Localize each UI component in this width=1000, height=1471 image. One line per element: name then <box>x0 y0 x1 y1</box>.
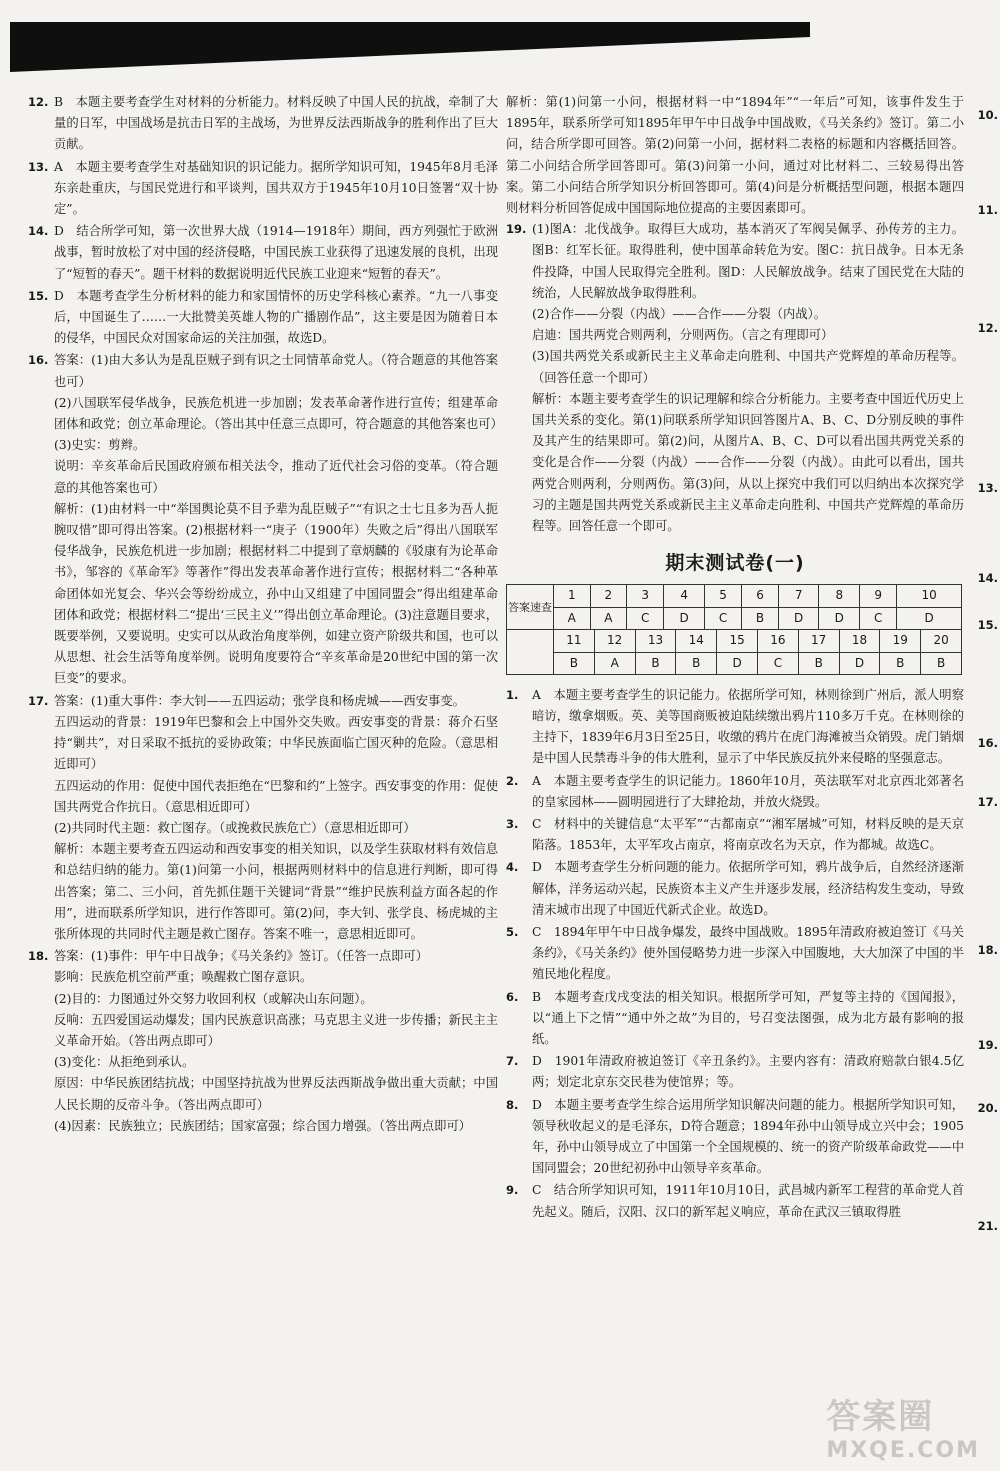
question-number: 5. <box>506 925 519 940</box>
answer-text: (4)因素：民族独立；民族团结；国家富强；综合国力增强。（答出两点即可） <box>54 1118 472 1133</box>
answer-item <box>506 1180 964 1222</box>
header-black-band <box>10 22 810 72</box>
table-head-label: 答案速查 <box>507 585 554 629</box>
table-question-number: 17 <box>798 630 839 652</box>
answer-text: 原因：中华民族团结抗战；中国坚持抗战为世界反法西斯战争做出重大贡献；中国人民长期的反帝斗争。（答出两点即可） <box>54 1076 498 1112</box>
answer-item <box>506 814 964 856</box>
answer-text: A 本题主要考查学生对基础知识的识记能力。据所学知识可知，1945年8月毛泽东亲赴重庆，与国民党进行和平谈判，国共双方于1945年10月10日签署“双十协定”。 <box>54 159 498 217</box>
table-question-number: 2 <box>590 585 627 607</box>
answer-text: (2)目的：力图通过外交努力收回利权（或解决山东问题）。 <box>54 991 373 1006</box>
answer-text: A 本题主要考查学生的识记能力。依据所学可知，林则徐到广州后，派人明察暗访，缴拿烟贩。英、美等国商贩被迫陆续缴出鸦片110多万千克。在林则徐的主持下，1839年6月3日至25日，收缴的鸦片在虎门海滩被当众销毁。虎门销烟是中国人民禁毒斗争的伟大胜利，显示了中华民族反抗外来侵略的坚强意志。 <box>532 687 964 766</box>
right-bottom-items <box>506 685 964 1223</box>
table-question-number: 15 <box>717 630 758 652</box>
answer-text: (1)图A：北伐战争。取得巨大成功，基本消灭了军阀吴佩孚、孙传芳的主力。图B：红军长征。取得胜利，使中国革命转危为安。图C：抗日战争。日本无条件投降，中国人民取得完全胜利。图D：人民解放战争。结束了国民党在大陆的统治，人民解放战争取得胜利。 <box>532 222 964 300</box>
answer-text: 影响：民族危机空前严重；唤醒救亡图存意识。 <box>54 970 313 985</box>
answer-text: (3)国共两党关系或新民主主义革命走向胜利、中国共产党辉煌的革命历程等。（回答任意一个即可） <box>532 349 964 385</box>
answer-text: B 本题主要考查学生对材料的分析能力。材料反映了中国人民的抗战，牵制了大量的日军，中国战场是抗击日军的主战场，为世界反法西斯战争的胜利作出了巨大贡献。 <box>54 95 498 152</box>
table-answer-letter: C <box>860 607 897 629</box>
table-answer-letter: B <box>921 652 962 674</box>
answer-text: D 1901年清政府被迫签订《辛丑条约》。主要内容有：清政府赔款白银4.5亿两；划定北京东交民巷为使馆界；等。 <box>532 1054 964 1090</box>
question-number: 1. <box>506 687 519 702</box>
answer-text: D 本题考查学生分析材料的能力和家国情怀的历史学科核心素养。“九一八事变后，中国诞生了……一大批赞美英雄人物的广播剧作品”，这主要是因为随着日本的侵华，中国民众对国家命运的关注加强，故选D。 <box>54 288 498 346</box>
question-number: 4. <box>506 860 519 875</box>
answer-item <box>506 771 964 813</box>
question-number: 19. <box>506 222 527 237</box>
answer-text: 五四运动的作用：促使中国代表拒绝在“巴黎和约”上签字。西安事变的作用：促使国共两党合作抗日。（意思相近即可） <box>54 778 498 814</box>
answer-text: (2)八国联军侵华战争，民族危机进一步加剧；发表革命著作进行宣传；组建革命团体和政党；创立革命理论。（答出其中任意三点即可，符合题意的其他答案也可） <box>54 395 503 432</box>
answer-item <box>28 946 498 1137</box>
table-answer-letter: D <box>819 607 860 629</box>
table-answer-letter: D <box>839 652 880 674</box>
table-answer-letter: B <box>798 652 839 674</box>
answer-item <box>506 922 964 986</box>
table-question-number: 12 <box>594 630 635 652</box>
table-question-number: 16 <box>757 630 798 652</box>
answer-text: C 材料中的关键信息“太平军”“古都南京”“湘军屠城”可知，材料反映的是天京陷落。1853年，太平军攻占南京，将南京改名为天京，作为都城。故选C。 <box>532 817 964 853</box>
table-answer-letter: A <box>590 607 627 629</box>
answer-item <box>28 691 498 945</box>
answer-text: A 本题主要考查学生的识记能力。1860年10月，英法联军对北京西北郊著名的皇家园林——圆明园进行了大肆抢劫，并放火烧毁。 <box>532 773 964 809</box>
answer-item <box>28 157 498 221</box>
answer-text: 解析：本题主要考查学生的识记理解和综合分析能力。主要考查中国近代历史上国共关系的变化。第(1)问联系所学知识回答图片A、B、C、D分别反映的事件及其产生的结果即可。第(2)问，从图片A、B、C、D可以看出国共两党关系的变化是合作——分裂（内战）——合作——分裂（内战）。由此可以看出，国共两党合则两利，分则两伤。第(3)问，从以上探究中我们可以归纳出本次探究学习的主题是国共两党关系或新民主主义革命走向胜利、中国共产党辉煌的革命历程等。回答任意一个即可。 <box>532 391 964 534</box>
table-question-number: 1 <box>554 585 591 607</box>
question-number: 3. <box>506 817 519 831</box>
answer-text: 说明：辛亥革命后民国政府颁布相关法令，推动了近代社会习俗的变革。（符合题意的其他答案也可） <box>54 459 498 495</box>
table-answer-letter: B <box>635 652 676 674</box>
question-number: 9. <box>506 1183 519 1198</box>
answer-text: 反响：五四爱国运动爆发；国内民族意识高涨；马克思主义进一步传播；新民主主义革命开始。（答出两点即可） <box>54 1012 498 1048</box>
answer-item <box>506 685 964 770</box>
margin-question-number: 12. <box>977 321 998 335</box>
table-question-number: 9 <box>860 585 897 607</box>
right-top-items <box>506 92 964 537</box>
answer-text: 答案：(1)由大多认为是乱臣贼子到有识之士同情革命党人。（符合题意的其他答案也可） <box>54 353 498 389</box>
answer-item <box>28 286 498 350</box>
table-question-number: 10 <box>897 585 962 607</box>
table-answer-letter: A <box>554 607 591 629</box>
table-question-number: 5 <box>704 585 741 607</box>
answer-text: 解析：第(1)问第一小问，根据材料一中“1894年”“一年后”可知，该事件发生于1895年，联系所学可知1895年甲午中日战争中国战败，《马关条约》签订。第二小问，结合所学即可回答。第(2)问第一小问，据材料二表格的标题和内容概括回答。第二小问结合所学回答即可。第(3)问第一小问，通过对比材料二、三较易得出答案。第二小问结合所学知识分析回答即可。第(4)问是分析概括型问题，根据本题四则材料分析回答促成中国国际地位提高的主要因素即可。 <box>506 95 964 216</box>
table-question-number: 6 <box>742 585 779 607</box>
answer-text: D 本题主要考查学生综合运用所学知识解决问题的能力。根据所学知识可知，领导秋收起义的是毛泽东，D符合题意；1894年孙中山领导成立兴中会；1905年，孙中山领导成立了中国第一个全国规模的、统一的资产阶级革命政党——中国同盟会；20世纪初孙中山领导辛亥革命。 <box>532 1097 964 1176</box>
answer-text: 解析：(1)由材料一中“举国舆论莫不目予辈为乱臣贼子”“有识之士七且多为吾人扼腕叹惜”即可得出答案。(2)根据材料一“庚子（1900年）失败之后”得出八国联军侵华战争，民族危机进一步加剧；根据材料二中提到了章炳麟的《驳康有为论革命书》，邹容的《革命军》等著作”得出发表革命著作进行宣传；根据材料二“各种革命团体如光复会、华兴会等纷纷成立，孙中山又组建了中国同盟会”得出组建革命团体和政党；根据材料二“提出‘三民主义’”得出创立革命理论。(3)注意题目要求，既要举例，又要说明。史实可以从政治角度举例，如建立资产阶级共和国，也可以从思想、社会生活等角度举例。说明角度要符合“辛亥革命是20世纪中国的第一次巨变”的要求。 <box>54 501 498 686</box>
answer-item <box>506 1051 964 1093</box>
answer-item <box>506 857 964 921</box>
answer-text: D 结合所学可知，第一次世界大战（1914—1918年）期间，西方列强忙于欧洲战事，暂时放松了对中国的经济侵略，中国民族工业获得了迅速发展的良机，出现了“短暂的春天”。题干材料的数据说明近代民族工业迎来“短暂的春天”。 <box>54 224 498 281</box>
table-question-number: 20 <box>921 630 962 652</box>
answer-item <box>28 221 498 285</box>
question-number: 18. <box>28 949 49 964</box>
answer-text: (2)共同时代主题：救亡图存。（或挽救民族危亡）（意思相近即可） <box>54 820 416 835</box>
question-number: 14. <box>28 224 49 239</box>
answer-item <box>28 350 503 689</box>
margin-question-number: 13. <box>977 481 998 495</box>
table-answer-letter: D <box>778 607 819 629</box>
table-answer-letter: B <box>554 652 595 674</box>
table-answer-letter: B <box>676 652 717 674</box>
watermark-sub: MXQE.COM <box>826 1438 980 1463</box>
question-number: 16. <box>28 353 49 368</box>
question-number: 7. <box>506 1054 519 1069</box>
table-answer-letter: D <box>717 652 758 674</box>
answer-quick-check-table-2 <box>506 630 962 675</box>
answer-text: 解析：本题主要考查五四运动和西安事变的相关知识，以及学生获取材料有效信息和总结归纳的能力。第(1)问第一小问，根据两则材料中的信息进行判断，即可得出答案；第二、三小问，首先抓住题干关键词“背景”“维护民族利益方面各起的作用”，进而联系所学知识，进行作答即可。第(2)问，李大钊、张学良、杨虎城的主张所体现的共同时代主题是救亡图存。答案不唯一，意思相近即可。 <box>54 842 498 941</box>
answer-quick-check-table <box>506 584 962 629</box>
answer-item <box>506 219 964 537</box>
margin-question-number: 11. <box>977 203 998 217</box>
question-number: 6. <box>506 989 519 1004</box>
answer-text: (3)史实：剪辫。 <box>54 438 146 453</box>
answer-text: C 结合所学知识可知，1911年10月10日，武昌城内新军工程营的革命党人首先起义。随后，汉阳、汉口的新军起义响应，革命在武汉三镇取得胜 <box>532 1183 964 1219</box>
answer-item <box>506 1095 964 1180</box>
answer-item <box>506 987 964 1051</box>
right-column <box>506 92 964 1224</box>
margin-question-number: 16. <box>977 736 998 750</box>
table-question-number: 11 <box>554 630 595 652</box>
table-answer-letter: D <box>897 607 962 629</box>
watermark-logo <box>826 1389 980 1463</box>
table-question-number: 13 <box>635 630 676 652</box>
answer-text: B 本题考查戊戌变法的相关知识。根据所学可知，严复等主持的《国闻报》，以“通上下之情”“通中外之故”为目的，号召变法图强，成为北方最有影响的报纸。 <box>532 989 964 1047</box>
answer-text: 启迪：国共两党合则两利，分则两伤。（言之有理即可） <box>532 328 834 343</box>
answer-item <box>28 92 498 156</box>
table-question-number: 19 <box>880 630 921 652</box>
answer-text: C 1894年甲午中日战争爆发，最终中国战败。1895年清政府被迫签订《马关条约》，《马关条约》使外国侵略势力进一步深入中国腹地，大大加深了中国的半殖民地化程度。 <box>532 925 964 982</box>
question-number: 12. <box>28 95 49 109</box>
table-question-number: 18 <box>839 630 880 652</box>
margin-question-number: 18. <box>977 943 998 957</box>
table-question-number: 4 <box>664 585 705 607</box>
answer-item <box>506 92 964 219</box>
table-head-cont <box>507 630 554 674</box>
question-number: 8. <box>506 1097 519 1112</box>
table-answer-letter: C <box>757 652 798 674</box>
answer-text: D 本题考查学生分析问题的能力。依据所学可知，鸦片战争后，自然经济逐渐解体，洋务运动兴起，民族资本主义产生并逐步发展，经济结构发生变动，导致清末城市出现了中国近代新式企业。故选D。 <box>532 860 964 917</box>
table-question-number: 7 <box>778 585 819 607</box>
table-question-number: 8 <box>819 585 860 607</box>
table-answer-letter: D <box>664 607 705 629</box>
margin-question-number: 19. <box>977 1038 998 1052</box>
table-answer-letter: B <box>880 652 921 674</box>
answer-text: 五四运动的背景：1919年巴黎和会上中国外交失败。西安事变的背景：蒋介石坚持“剿共”，对日采取不抵抗的妥协政策；中华民族面临亡国灭种的危险。（意思相近即可） <box>54 714 498 772</box>
question-number: 15. <box>28 288 49 303</box>
watermark-main: 答案圈 <box>826 1397 935 1437</box>
left-column <box>28 92 503 1138</box>
table-answer-letter: C <box>704 607 741 629</box>
margin-question-number: 10. <box>977 108 998 122</box>
table-question-number: 14 <box>676 630 717 652</box>
table-answer-letter: B <box>742 607 779 629</box>
margin-question-number: 17. <box>977 795 998 809</box>
table-answer-letter: A <box>594 652 635 674</box>
table-answer-letter: C <box>627 607 664 629</box>
answer-text: (3)变化：从拒绝到承认。 <box>54 1055 195 1070</box>
question-number: 2. <box>506 773 519 788</box>
margin-question-number: 14. <box>977 571 998 585</box>
margin-question-number: 21. <box>977 1219 998 1233</box>
answer-text: 答案：(1)重大事件：李大钊——五四运动；张学良和杨虎城——西安事变。 <box>54 693 465 708</box>
exam-title: 期末测试卷(一) <box>665 552 805 575</box>
margin-question-number: 20. <box>977 1101 998 1115</box>
table-question-number: 3 <box>627 585 664 607</box>
answer-text: (2)合作——分裂（内战）——合作——分裂（内战）。 <box>532 307 827 322</box>
question-number: 13. <box>28 159 49 174</box>
question-number: 17. <box>28 693 49 708</box>
answer-text: 答案：(1)事件：甲午中日战争；《马关条约》签订。（任答一点即可） <box>54 949 429 964</box>
margin-question-number: 15. <box>977 618 998 632</box>
